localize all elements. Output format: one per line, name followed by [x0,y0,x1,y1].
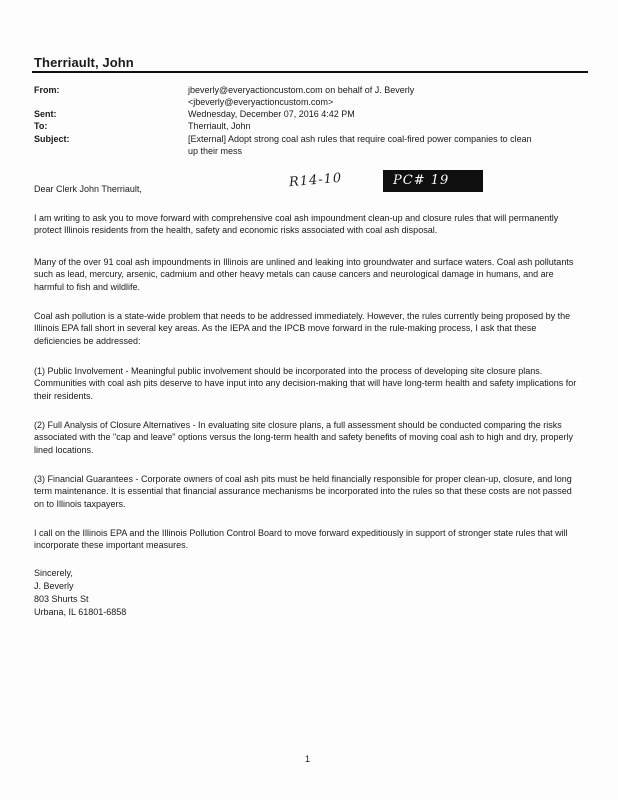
page-number: 1 [305,754,311,764]
closing: Sincerely, [34,568,73,578]
sent-label: Sent: [34,109,57,119]
body-paragraph-3: Coal ash pollution is a state-wide problem that needs to be addressed immediately. However, the rules currently being proposed by the Illinois EPA fall short in several key areas. As the IEPA and the IPCB move forward in the rule-making process, I ask that these deficiencies be addressed: [34,311,571,346]
from-value-line1: jbeverly@everyactioncustom.com on behalf of J. Beverly [188,85,415,95]
public-comment-stamp: PC# 19 [383,170,483,192]
subject-value-line2: up their mess [188,146,243,156]
handwritten-docket-note: R14-10 [288,170,343,191]
address-line-1: 803 Shurts St [34,594,89,604]
to-label: To: [34,121,48,131]
body-paragraph-6: (3) Financial Guarantees - Corporate owners of coal ash pits must be held financially responsible for proper clean-up, closure, and long term maintenance. It is essential that financial assurance mechanisms be incorporated into the rules so that these costs are not passed on to Illinois taxpayers. [34,474,572,509]
header-divider [32,71,588,73]
body-paragraph-5: (2) Full Analysis of Closure Alternatives - In evaluating site closure plans, a full assessment should be conducted comparing the risks associated with the "cap and leave" options versus the long-term health and safety benefits of moving coal ash to high and dry, properly lined locations. [34,420,574,455]
from-label: From: [34,85,60,95]
body-paragraph-2: Many of the over 91 coal ash impoundments in Illinois are unlined and leaking into groundwater and surface waters. Coal ash pollutants such as lead, mercury, arsenic, cadmium and other heavy metals can cause cancers and neurological damage in humans, and are harmful to fish and wildlife. [34,257,574,292]
to-value: Therriault, John [188,121,251,131]
subject-value-line1: [External] Adopt strong coal ash rules that require coal-fired power companies to clean [188,134,532,144]
sender-name: Therriault, John [34,55,134,70]
sent-value: Wednesday, December 07, 2016 4:42 PM [188,109,355,119]
body-paragraph-7: I call on the Illinois EPA and the Illinois Pollution Control Board to move forward expeditiously in support of stronger state rules that will incorporate these important measures. [34,528,568,551]
body-paragraph-4: (1) Public Involvement - Meaningful public involvement should be incorporated into the process of developing site closure plans. Communities with coal ash pits deserve to have input into any decision-making that will have long-term health and safety implications for their residents. [34,366,577,401]
subject-label: Subject: [34,134,70,144]
signer-name: J. Beverly [34,581,74,591]
salutation: Dear Clerk John Therriault, [34,184,142,194]
body-paragraph-1: I am writing to ask you to move forward with comprehensive coal ash impoundment clean-up and closure rules that will permanently protect Illinois residents from the health, safety and economic risks associated with coal ash disposal. [34,213,559,236]
from-value-line2: <jbeverly@everyactioncustom.com> [188,97,334,107]
address-line-2: Urbana, IL 61801-6858 [34,607,127,617]
